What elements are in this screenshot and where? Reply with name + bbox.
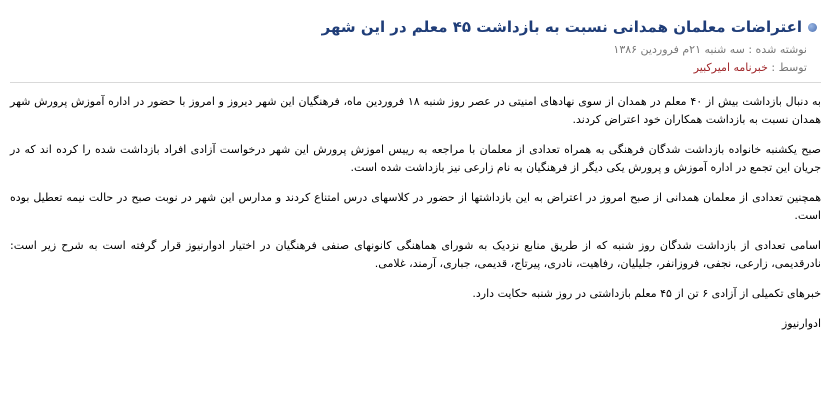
author-label: توسط : bbox=[771, 61, 807, 74]
paragraph: همچنین تعدادی از معلمان همدانی از صبح امروز در اعتراض به این بازداشتها از حضور در کلاسهای درس امتناع کردند و مدارس این شهر در نوبت صبح در حالت نیمه تعطیل بوده است. bbox=[10, 191, 821, 222]
article-body bbox=[10, 93, 821, 333]
paragraph: اسامی تعدادی از بازداشت شدگان روز شنبه که از طریق منابع نزدیک به شورای هماهنگی کانونهای صنفی فرهنگیان در اختیار ادوارنیوز قرار گرفته است به شرح زیر است: نادرقدیمی، زارعی، نجفی، فروزانفر، جلیلیان، رفاهیت، نادری، پیرتاج، قدیمی، جباری، آرمند، غلامی. bbox=[10, 239, 821, 270]
source-credit: ادوارنیوز bbox=[781, 317, 821, 330]
paragraph: صبح یکشنبه خانواده بازداشت شدگان فرهنگی به همراه تعدادی از معلمان با مراجعه به رییس اموزش پرورش این شهر درخواست آزادی افراد بازداشت شده را کرده اند که در جریان این تجمع در اداره آموزش و پرورش یکی دیگر از فرهنگیان به نام زارعی نیز بازداشت شده است. bbox=[10, 143, 821, 174]
published-date: سه شنبه ۲۱م فروردین ۱۳۸۶ bbox=[613, 43, 745, 56]
paragraph: خبرهای تکمیلی از آزادی ۶ تن از ۴۵ معلم بازداشتی در روز شنبه حکایت دارد. bbox=[472, 287, 821, 300]
published-meta bbox=[10, 42, 807, 58]
paragraph: به دنبال بازداشت بیش از ۴۰ معلم در همدان از سوی نهادهای امنیتی در عصر روز شنبه ۱۸ فروردین ماه، فرهنگیان این شهر دیروز و امروز با حضور در اداره آموزش پرورش شهر همدان نسبت به بازداشت همکاران خود اعتراض کردند. bbox=[10, 95, 821, 126]
divider bbox=[10, 82, 821, 83]
author-meta bbox=[10, 60, 807, 76]
bullet-icon bbox=[808, 23, 817, 32]
article-title bbox=[10, 14, 817, 40]
published-label: نوشته شده : bbox=[748, 43, 807, 56]
author-link[interactable]: خبرنامه امیرکبیر bbox=[693, 61, 768, 74]
article-title-text: اعتراضات معلمان همدانی نسبت به بازداشت ۴۵ معلم در این شهر bbox=[321, 18, 802, 36]
